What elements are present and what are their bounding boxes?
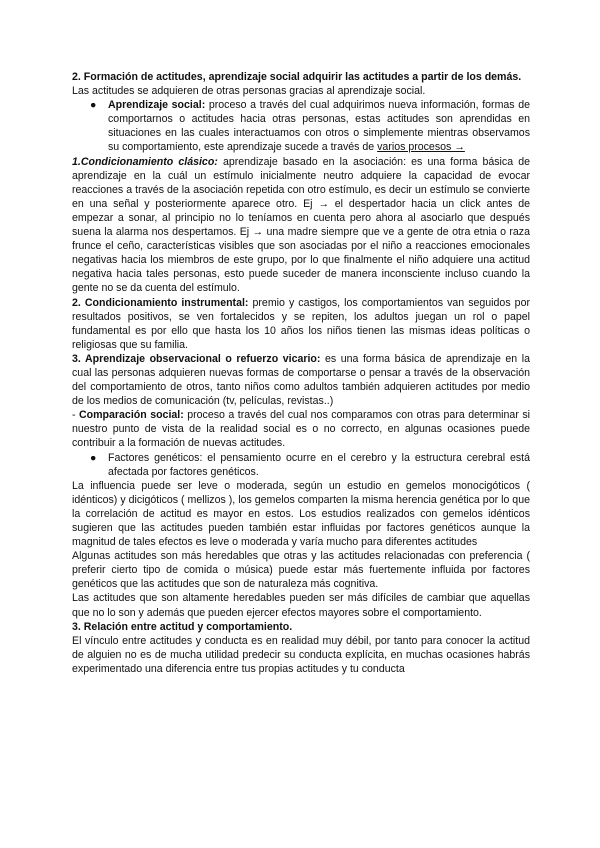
dash-prefix: - [72,409,80,422]
bullet-text: Factores genéticos: el pensamiento ocurre en el cerebro y la estructura cerebral está afectada por factores genéticos. [108,451,530,478]
section-heading-relacion: 3. Relación entre actitud y comportamiento. [72,620,293,633]
paragraph-heredables: Algunas actitudes son más heredables que otras y las actitudes relacionadas con preferencia ( preferir cierto tipo de comida o música) puede estar más fuertemente influida por factores genéticos que las actitudes que son de naturaleza más cognitiva. [72,550,530,591]
term-aprendizaje-observacional: 3. Aprendizaje observacional o refuerzo vicario: [72,352,321,365]
definition-condicionamiento-instrumental: premio y castigos, los comportamientos van seguidos por resultados positivos, se ven fortalecidos y se repiten, los adultos juegan un rol o papel fundamental es por ello que hasta los 10 años los niños tienen las mismas ideas políticas o religiosas que su familia. [72,296,530,351]
paragraph-aprendizaje-observacional [72,352,530,408]
paragraph-influencia: La influencia puede ser leve o moderada, según un estudio en gemelos monocigóticos ( idénticos) y dicigóticos ( mellizos ), los gemelos comparten la misma herencia genética por lo que la correlación de actitud es mayor en estos. Los estudios realizados con gemelos idénticos sugieren que las actitudes pueden también estar influidas por factores genéticos aunque la magnitud de tales efectos es leve o moderada y varía mucho para diferentes actitudes [72,479,530,549]
varios-procesos-link[interactable]: varios procesos → [377,141,465,154]
term-condicionamiento-clasico: 1.Condicionamiento clásico: [72,155,218,168]
bullet-factores-geneticos [72,451,530,479]
definition-comparacion-social: proceso a través del cual nos comparamos con otras para determinar si nuestro punto de vista de la realidad social es o no correcto, en algunas ocasiones puede contribuir a la formación de nuevas actitudes. [72,409,530,450]
bullet-dot: ● [90,451,97,464]
bullet-text [108,98,530,154]
term-aprendizaje-social: Aprendizaje social: [108,99,206,112]
bullet-dot: ● [90,99,97,112]
term-condicionamiento-instrumental: 2. Condicionamiento instrumental: [72,296,249,309]
paragraph-condicionamiento-instrumental [72,296,530,352]
definition-condicionamiento-clasico: aprendizaje basado en la asociación: es una forma básica de aprendizaje en la cuál un estímulo inicialmente neutro adquiere la capacidad de evocar reacciones a través de la asociación repetida con otro estímulo, es decir un estímulo se convierte en una señal y posteriormente aparece otro. Ej → el despertador hacia un click antes de empezar a sonar, al principio no lo teníamos en cuenta pero ahora al asociarlo que después suena la alarma nos despertamos. Ej → una madre siempre que ve a gente de otra etnia o raza frunce el ceño, características visibles que son asociadas por el niño a reacciones emocionales negativas hacia los miembros de este grupo, por lo que finalmente el niño adquiere una actitud negativa hacia tales personas, esto puede suceder de manera inconsciente incluso cuando la gente no se da cuenta del estímulo. [72,155,531,295]
term-comparacion-social: Comparación social: [79,409,184,422]
section-heading-formacion: 2. Formación de actitudes, aprendizaje social adquirir las actitudes a partir de los demás. [72,71,522,83]
intro-paragraph: Las actitudes se adquieren de otras personas gracias al aprendizaje social. [72,85,426,98]
paragraph-cambiar: Las actitudes que son altamente heredables pueden ser más difíciles de cambiar que aquellas que no lo son y además que pueden ejercer efectos mayores sobre el comportamiento. [72,592,530,619]
paragraph-condicionamiento-clasico [72,155,530,296]
paragraph-vinculo: El vínculo entre actitudes y conducta es en realidad muy débil, por tanto para conocer la actitud de alguien no es de mucha utilidad predecir su conducta explícita, en muchas ocasiones habrás experimentado una diferencia entre tus propias actitudes y tu conducta [72,634,530,675]
paragraph-comparacion-social [72,408,530,450]
bullet-aprendizaje-social [72,98,530,154]
document-page [72,70,530,676]
definition-aprendizaje-social: proceso a través del cual adquirimos nueva información, formas de comportarnos o actitudes hacia otras personas, estas actitudes son aprendidas en situaciones en las cuales interactuamos con otros o simplemente mientras observamos su comportamiento, este aprendizaje sucede a través de [108,99,530,154]
definition-aprendizaje-observacional: es una forma básica de aprendizaje en la cual las personas adquieren nuevas formas de comportarse o pensar a través de la observación del comportamiento de otros, tanto niños como adultos también adquieren actitudes por medio de los medios de comunicación (tv, películas, revistas..) [72,352,530,408]
